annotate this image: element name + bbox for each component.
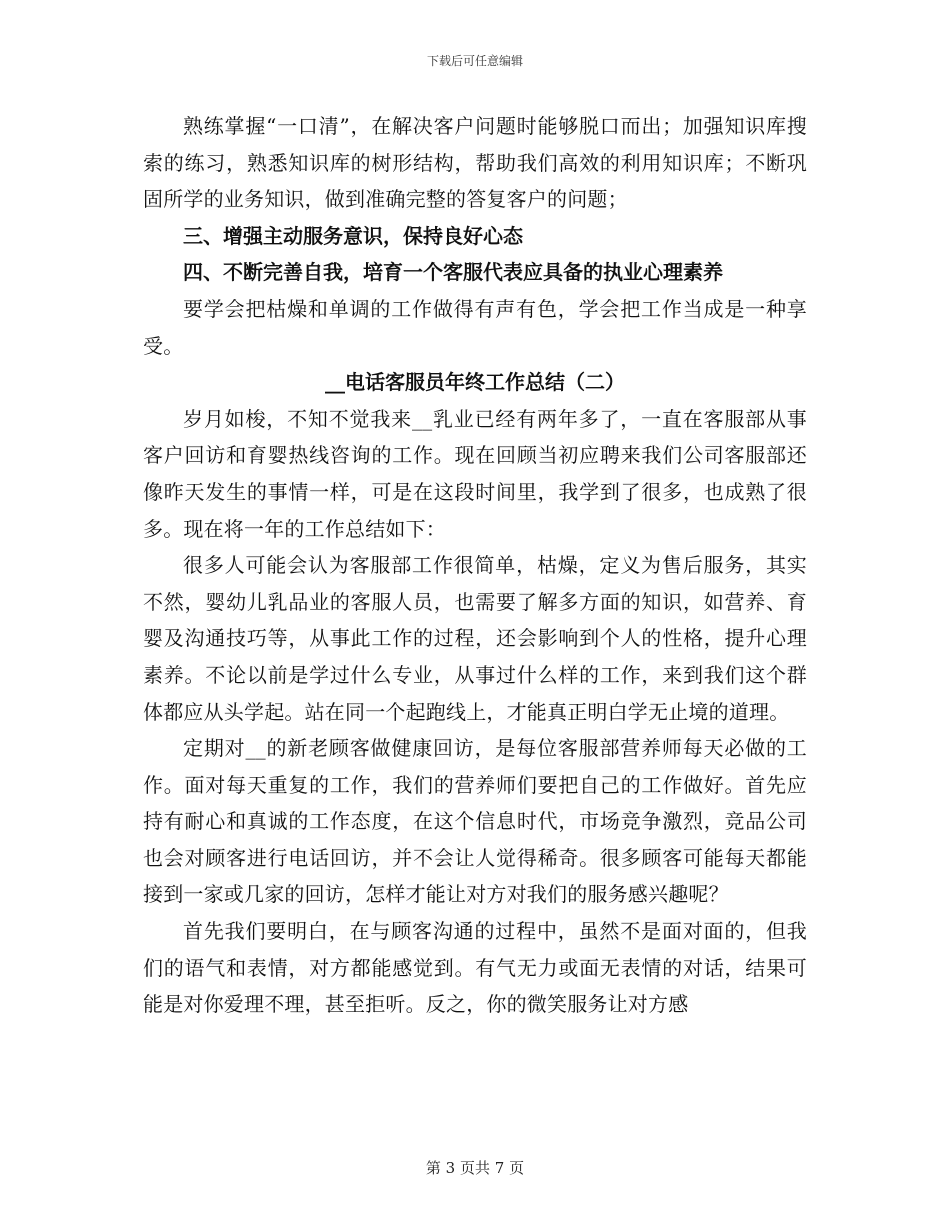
paragraph-intro: 岁月如梭，不知不觉我来__乳业已经有两年多了，一直在客服部从事客户回访和育婴热线咨询的工作。现在回顾当初应聘来我们公司客服部还像昨天发生的事情一样，可是在这段时间里，我学到了很多，也成熟了很多。现在将一年的工作总结如下： xyxy=(143,406,807,541)
section-title: __电话客服员年终工作总结（二） xyxy=(325,370,625,395)
document-body xyxy=(143,108,807,1023)
page-header: 下载后可任意编辑 xyxy=(426,54,523,68)
heading-section-3: 三、增强主动服务意识，保持良好心态 xyxy=(183,223,523,248)
page-footer: 第 3 页共 7 页 xyxy=(425,1159,525,1177)
paragraph-communication: 首先我们要明白，在与顾客沟通的过程中，虽然不是面对面的，但我们的语气和表情，对方都能感觉到。有气无力或面无表情的对话，结果可能是对你爱理不理，甚至拒听。反之，你的微笑服务让对方感 xyxy=(143,919,807,1017)
paragraph-health-visits: 定期对__的新老顾客做健康回访，是每位客服部营养师每天必做的工作。面对每天重复的工作，我们的营养师们要把自己的工作做好。首先应持有耐心和真诚的工作态度，在这个信息时代，市场竞争激烈，竞品公司也会对顾客进行电话回访，并不会让人觉得稀奇。很多顾客可能每天都能接到一家或几家的回访，怎样才能让对方对我们的服务感兴趣呢？ xyxy=(143,736,807,907)
paragraph-enjoy-work: 要学会把枯燥和单调的工作做得有声有色，学会把工作当成是一种享受。 xyxy=(143,296,807,358)
heading-section-4: 四、不断完善自我，培育一个客服代表应具备的执业心理素养 xyxy=(183,260,723,285)
paragraph-customer-service: 很多人可能会认为客服部工作很简单，枯燥，定义为售后服务，其实不然，婴幼儿乳品业的客服人员，也需要了解多方面的知识，如营养、育婴及沟通技巧等，从事此工作的过程，还会影响到个人的性格，提升心理素养。不论以前是学过什么专业，从事过什么样的工作，来到我们这个群体都应从头学起。站在同一个起跑线上，才能真正明白学无止境的道理。 xyxy=(143,553,807,724)
paragraph-knowledge: 熟练掌握“一口清”，在解决客户问题时能够脱口而出；加强知识库搜索的练习，熟悉知识库的树形结构，帮助我们高效的利用知识库；不断巩固所学的业务知识，做到准确完整的答复客户的问题； xyxy=(143,114,807,212)
